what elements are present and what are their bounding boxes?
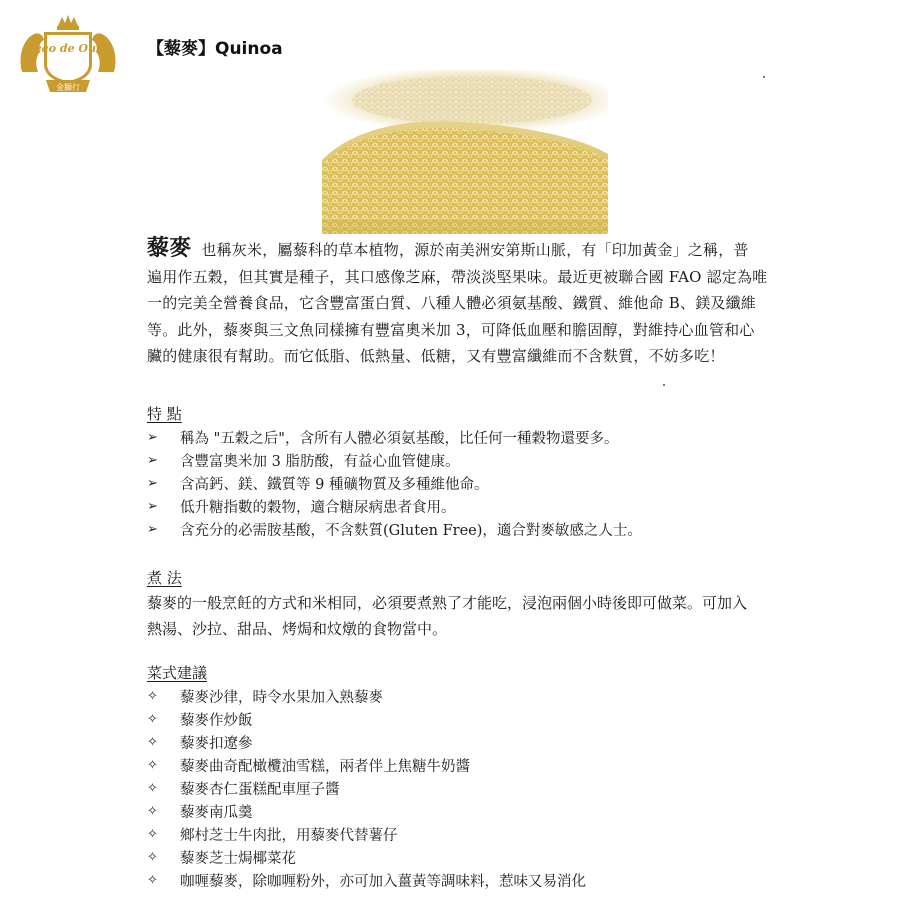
feature-text: 低升糖指數的穀物，適合糖尿病患者食用。	[180, 500, 456, 516]
intro-head-word: 藜麥	[147, 236, 192, 261]
recipe-item	[147, 869, 586, 892]
logo-script-text: Leao de Ouro	[26, 42, 110, 55]
intro-line	[147, 236, 787, 264]
arrow-bullet-icon: ➢	[147, 476, 158, 491]
feature-item	[147, 426, 642, 449]
recipe-text: 鄉村芝士牛肉批，用藜麥代替薯仔	[180, 828, 398, 844]
recipe-text: 藜麥曲奇配橄欖油雪糕，兩者伴上焦糖牛奶醬	[180, 759, 470, 775]
logo-chinese-name: 金獅行	[56, 83, 80, 92]
feature-text: 含高鈣、鎂、鐵質等 9 種礦物質及多種維他命。	[180, 477, 489, 493]
recipe-text: 藜麥杏仁蛋糕配車厘子醬	[180, 782, 340, 798]
recipe-item	[147, 823, 586, 846]
intro-line-text: 也稱灰米，屬藜科的草本植物，源於南美洲安第斯山脈，有「印加黃金」之稱，普	[201, 241, 749, 259]
recipes-list	[147, 685, 586, 892]
recipe-item	[147, 731, 586, 754]
cooking-line: 藜麥的一般烹飪的方式和米相同，必須要煮熟了才能吃，浸泡兩個小時後即可做菜。可加入	[147, 594, 748, 612]
feature-text: 含充分的必需胺基酸，不含麩質(Gluten Free)，適合對麥敏感之人士。	[180, 523, 642, 539]
recipe-text: 藜麥沙律，時令水果加入熟藜麥	[180, 690, 383, 706]
intro-line: 一的完美全營養食品，它含豐富蛋白質、八種人體必須氨基酸、鐵質、維他命 B、鎂及纖維	[147, 294, 756, 312]
feature-text: 稱為 "五穀之后"，含所有人體必須氨基酸，比任何一種穀物還要多。	[180, 431, 619, 447]
recipe-item	[147, 708, 586, 731]
crown-icon	[58, 15, 78, 26]
intro-line: 等。此外，藜麥與三文魚同樣擁有豐富奧米加 3，可降低血壓和膽固醇，對維持心血管和心	[147, 320, 755, 339]
star-bullet-icon: ✧	[147, 804, 158, 819]
recipe-item	[147, 777, 586, 800]
feature-item	[147, 472, 642, 495]
features-list	[147, 426, 642, 541]
star-bullet-icon: ✧	[147, 873, 158, 888]
page-title: 【藜麥】Quinoa	[147, 39, 283, 59]
recipe-text: 藜麥作炒飯	[180, 713, 253, 729]
feature-text: 含豐富奧米加 3 脂肪酸，有益心血管健康。	[180, 454, 460, 470]
star-bullet-icon: ✧	[147, 735, 158, 750]
recipe-item	[147, 685, 586, 708]
arrow-bullet-icon: ➢	[147, 430, 158, 445]
star-bullet-icon: ✧	[147, 689, 158, 704]
recipe-item	[147, 754, 586, 777]
cooking-heading: 煮 法	[147, 569, 182, 587]
recipe-text: 藜麥芝士焗椰菜花	[180, 851, 296, 867]
star-bullet-icon: ✧	[147, 712, 158, 727]
intro-line: 臟的健康很有幫助。而它低脂、低熱量、低糖，又有豐富纖維而不含麩質，不妨多吃！	[147, 347, 725, 365]
scan-speck	[663, 384, 665, 386]
feature-item	[147, 495, 642, 518]
arrow-bullet-icon: ➢	[147, 453, 158, 468]
recipe-item	[147, 800, 586, 823]
star-bullet-icon: ✧	[147, 781, 158, 796]
quinoa-photo	[322, 70, 608, 234]
arrow-bullet-icon: ➢	[147, 522, 158, 537]
cooking-paragraph	[147, 590, 797, 642]
star-bullet-icon: ✧	[147, 758, 158, 773]
recipe-text: 咖喱藜麥，除咖喱粉外，亦可加入薑黃等調味料，惹味又易消化	[180, 874, 586, 890]
scan-speck	[763, 76, 765, 78]
quinoa-grains-image	[322, 70, 608, 234]
feature-item	[147, 449, 642, 472]
arrow-bullet-icon: ➢	[147, 499, 158, 514]
recipe-text: 藜麥扣遼參	[180, 736, 253, 752]
feature-item	[147, 518, 642, 541]
recipe-item	[147, 846, 586, 869]
features-heading: 特 點	[147, 405, 182, 423]
star-bullet-icon: ✧	[147, 850, 158, 865]
star-bullet-icon: ✧	[147, 827, 158, 842]
cooking-line: 熱湯、沙拉、甜品、烤焗和炆燉的食物當中。	[147, 620, 448, 638]
intro-line: 遍用作五穀，但其實是種子，其口感像芝麻，帶淡淡堅果味。最近更被聯合國 FAO 認定為唯	[147, 267, 768, 286]
recipes-heading: 菜式建議	[147, 664, 208, 682]
intro-paragraph	[147, 236, 787, 370]
company-logo	[16, 14, 120, 94]
recipe-text: 藜麥南瓜羹	[180, 805, 253, 821]
